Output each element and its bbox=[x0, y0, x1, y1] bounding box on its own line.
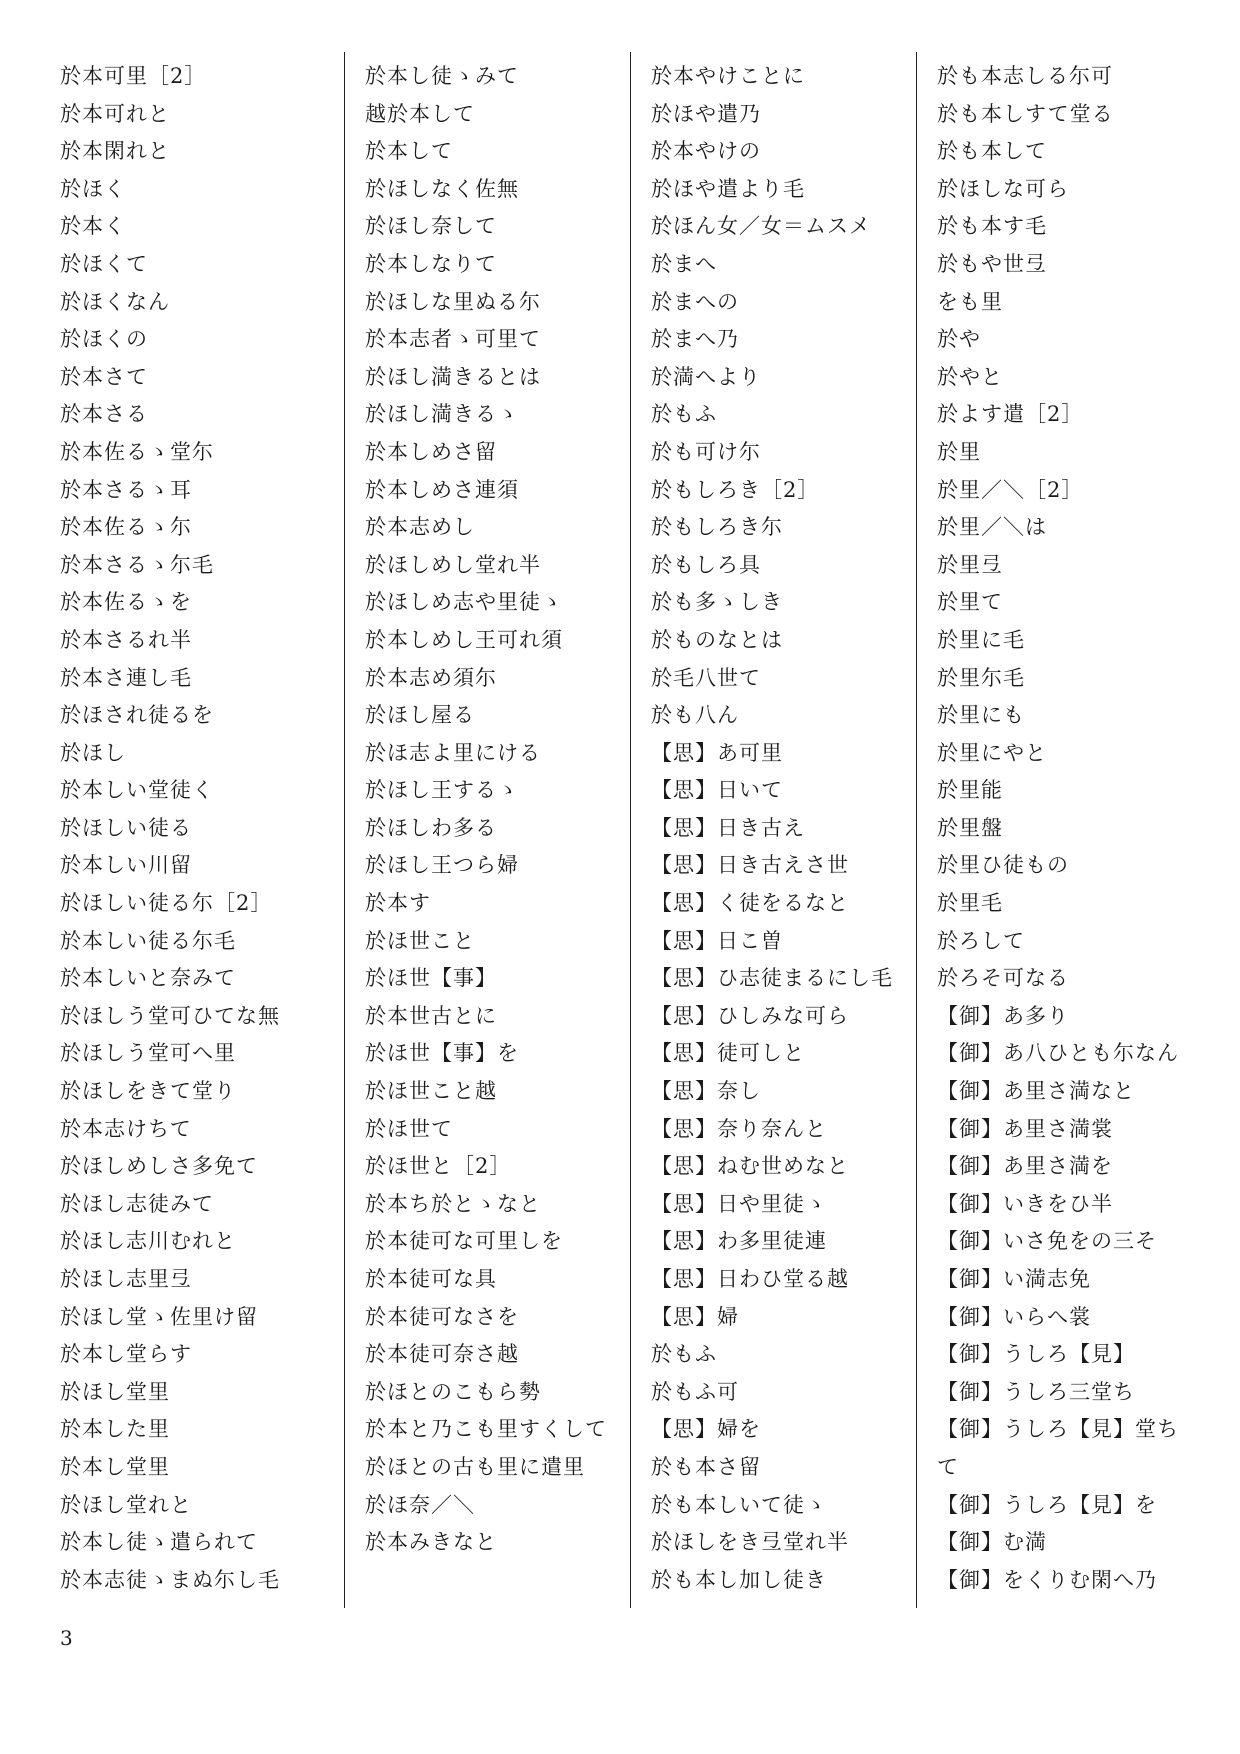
entry-item: 於本し堂里 bbox=[60, 1454, 170, 1479]
entry-item: 於もふ bbox=[651, 402, 717, 427]
entry-item: 於本し堂らす bbox=[60, 1342, 192, 1367]
entry-item: 於も本しすて堂る bbox=[937, 101, 1114, 126]
entry-item: 於ほされ徒るを bbox=[60, 703, 214, 728]
entry-item: 【思】日こ曽 bbox=[651, 928, 783, 953]
entry-item: 於本志徒ゝまぬ尓し毛 bbox=[60, 1567, 280, 1592]
entry-column-2 bbox=[344, 52, 608, 1608]
entry-item: 於本可れと bbox=[60, 101, 170, 126]
entry-item: 於ほ志よ里にける bbox=[365, 740, 541, 765]
entry-item: 於も本志しる尓可 bbox=[937, 64, 1113, 88]
entry-column-3 bbox=[630, 52, 894, 1608]
entry-item: 於ほ世こと越 bbox=[365, 1079, 497, 1104]
entry-item: 於本徒可奈さ越 bbox=[365, 1342, 519, 1367]
entry-column-4 bbox=[916, 52, 1180, 1608]
entry-item: 於ほし bbox=[60, 740, 126, 765]
entry-item: 於ほしい徒る bbox=[60, 815, 192, 840]
entry-item: 於ものなとは bbox=[651, 627, 783, 652]
entry-item: 於満へより bbox=[651, 364, 761, 389]
entry-item: 於里に毛 bbox=[937, 627, 1025, 652]
entry-item: 於本やけことに bbox=[651, 64, 805, 88]
entry-item: 於ほく bbox=[60, 176, 126, 201]
entry-item: 於本す bbox=[365, 891, 431, 916]
entry-item: 於もや世弖 bbox=[937, 251, 1047, 276]
entry-item: 【御】うしろ三堂ち bbox=[937, 1379, 1135, 1404]
entry-item: 【御】うしろ【見】堂ちて bbox=[937, 1417, 1179, 1479]
entry-item: 於本可里［2］ bbox=[60, 64, 207, 88]
entry-item: 於ほとの古も里に遣里 bbox=[365, 1454, 585, 1479]
entry-item: 於里尓毛 bbox=[937, 665, 1025, 690]
entry-item: 於本世古とに bbox=[365, 1003, 497, 1028]
entry-item: 於ほし堂れと bbox=[60, 1492, 192, 1517]
entry-item: 於よす遣［2］ bbox=[937, 402, 1084, 427]
entry-item: 於ほん女／女＝ムスメ bbox=[651, 214, 871, 239]
entry-item: 於里ひ徒もの bbox=[937, 853, 1069, 878]
entry-item: 於ほし志川むれと bbox=[60, 1229, 236, 1254]
entry-item: 於本志め須尓 bbox=[365, 665, 497, 690]
entry-item: 於ほくなん bbox=[60, 289, 170, 314]
entry-item: 於ほし王するゝ bbox=[365, 778, 519, 803]
entry-item: 於も可け尓 bbox=[651, 439, 761, 464]
entry-item: 於も本す毛 bbox=[937, 214, 1047, 239]
entry-item: 【思】婦を bbox=[651, 1417, 761, 1442]
entry-item: 於や bbox=[937, 327, 981, 352]
entry-item: 【思】く徒をるなと bbox=[651, 891, 849, 916]
entry-item: 於本志者ゝ可里て bbox=[365, 327, 541, 352]
entry-item: 於ほしい徒る尓［2］ bbox=[60, 891, 273, 916]
entry-item: 於やと bbox=[937, 364, 1003, 389]
entry-item: 【思】日き古えさ世 bbox=[651, 853, 849, 878]
entry-item: 於ほ世【事】を bbox=[365, 1041, 519, 1066]
entry-item: 於ほや遣より毛 bbox=[651, 176, 805, 201]
entry-item: 於本さる bbox=[60, 402, 148, 427]
entry-item: 於も本し加し徒き bbox=[651, 1567, 827, 1592]
entry-item: 於もしろき［2］ bbox=[651, 477, 820, 502]
entry-item: 於ほ奈／＼ bbox=[365, 1492, 475, 1517]
entry-item: 於ほしめ志や里徒ゝ bbox=[365, 590, 563, 615]
entry-item: 於ほしう堂可へ里 bbox=[60, 1041, 236, 1066]
entry-item: 於本して bbox=[365, 139, 453, 164]
entry-item: 於ほくの bbox=[60, 327, 148, 352]
entry-item: 於本志めし bbox=[365, 515, 475, 540]
entry-item: 於本く bbox=[60, 214, 126, 239]
entry-item: 於ろして bbox=[937, 928, 1025, 953]
entry-item: 於ほしう堂可ひてな無 bbox=[60, 1003, 280, 1028]
entry-item: 於も八ん bbox=[651, 703, 739, 728]
entry-item: 【思】日いて bbox=[651, 778, 783, 803]
entry-item: 於本しめさ連須 bbox=[365, 477, 519, 502]
entry-item: 【御】あ里さ満なと bbox=[937, 1079, 1135, 1104]
entry-item: 於本しい川留 bbox=[60, 853, 192, 878]
entry-item: 於ほくて bbox=[60, 251, 148, 276]
entry-item: 於ほしな里ぬる尓 bbox=[365, 289, 541, 314]
entry-item: 於本閑れと bbox=[60, 139, 170, 164]
entry-item: 於もふ bbox=[651, 1342, 717, 1367]
entry-item: 於ほし王つら婦 bbox=[365, 853, 519, 878]
entry-item: 【思】ひ志徒まるにし毛 bbox=[651, 966, 893, 991]
entry-item: 於里弖 bbox=[937, 552, 1003, 577]
entry-item: 於本佐るゝを bbox=[60, 590, 192, 615]
entry-item: 於ほや遣乃 bbox=[651, 101, 761, 126]
entry-item: 於ほとのこもら勢 bbox=[365, 1379, 541, 1404]
entry-item: 【思】あ可里 bbox=[651, 740, 783, 765]
entry-item: 【思】婦 bbox=[651, 1304, 739, 1329]
entry-item: 於本し徒ゝみて bbox=[365, 64, 519, 88]
entry-item: 【御】あ里さ満を bbox=[937, 1154, 1113, 1179]
entry-item: 【御】いさ免をの三そ bbox=[937, 1229, 1157, 1254]
entry-item: 於ほ世て bbox=[365, 1116, 453, 1141]
entry-item: 【御】む満 bbox=[937, 1530, 1047, 1555]
entry-item: 於本佐るゝ尓 bbox=[60, 515, 192, 540]
entry-item: 於里／＼は bbox=[937, 515, 1047, 540]
entry-item: 於里 bbox=[937, 439, 981, 464]
entry-item: 於本しい徒る尓毛 bbox=[60, 928, 236, 953]
entry-item: 於本した里 bbox=[60, 1417, 170, 1442]
entry-item: 於ほ世こと bbox=[365, 928, 475, 953]
entry-item: 於ほしわ多る bbox=[365, 815, 497, 840]
entry-item: 【思】奈り奈んと bbox=[651, 1116, 827, 1141]
entry-item: 於本しめし王可れ須 bbox=[365, 627, 563, 652]
page-number: 3 bbox=[60, 1626, 73, 1650]
entry-item: 【思】ひしみな可ら bbox=[651, 1003, 849, 1028]
entry-item: 於本佐るゝ堂尓 bbox=[60, 439, 214, 464]
entry-item: をも里 bbox=[937, 289, 1003, 314]
entry-item: 【思】日わひ堂る越 bbox=[651, 1267, 849, 1291]
entry-columns bbox=[60, 52, 1180, 1608]
entry-item: 越於本して bbox=[365, 101, 475, 126]
entry-item: 【思】奈し bbox=[651, 1079, 761, 1104]
entry-item: 【思】日き古え bbox=[651, 815, 805, 840]
entry-item: 於里／＼［2］ bbox=[937, 477, 1084, 502]
entry-item: 於ほしめしさ多免て bbox=[60, 1154, 258, 1179]
entry-item: 於毛八世て bbox=[651, 665, 761, 690]
entry-item: 於ほし屋る bbox=[365, 703, 475, 728]
entry-item: 【思】ねむ世めなと bbox=[651, 1154, 849, 1179]
entry-item: 於本しめさ留 bbox=[365, 439, 497, 464]
entry-item: 於も本さ留 bbox=[651, 1454, 761, 1479]
entry-item: 【御】あ八ひとも尓なん bbox=[937, 1041, 1179, 1066]
entry-item: 於まへの bbox=[651, 289, 739, 314]
entry-item: 於ほ世【事】 bbox=[365, 966, 497, 991]
entry-item: 【御】うしろ【見】 bbox=[937, 1342, 1135, 1367]
entry-item: 【思】日や里徒ゝ bbox=[651, 1191, 827, 1216]
entry-item: 【御】うしろ【見】を bbox=[937, 1492, 1157, 1517]
entry-item: 於ほしなく佐無 bbox=[365, 176, 519, 201]
entry-item: 於本さるゝ耳 bbox=[60, 477, 192, 502]
entry-item: 於里て bbox=[937, 590, 1003, 615]
entry-item: 於本みきなと bbox=[365, 1530, 497, 1555]
entry-item: 於里盤 bbox=[937, 815, 1003, 840]
entry-item: 於も多ゝしき bbox=[651, 590, 783, 615]
entry-item: 於ほし志徒みて bbox=[60, 1191, 214, 1216]
entry-item: 於ほしめし堂れ半 bbox=[365, 552, 541, 577]
entry-item: 於まへ乃 bbox=[651, 327, 739, 352]
entry-item: 於本ち於とゝなと bbox=[365, 1191, 541, 1216]
entry-item: 於本さて bbox=[60, 364, 148, 389]
entry-item: 於もしろ具 bbox=[651, 552, 761, 577]
entry-item: 於本さ連し毛 bbox=[60, 665, 192, 690]
entry-item: 於ほし堂里 bbox=[60, 1379, 170, 1404]
entry-item: 於ほし満きるゝ bbox=[365, 402, 519, 427]
entry-item: 於もしろき尓 bbox=[651, 515, 783, 540]
dictionary-page bbox=[60, 52, 1180, 1612]
entry-item: 於本やけの bbox=[651, 139, 761, 164]
entry-item: 【御】をくりむ閑へ乃 bbox=[937, 1567, 1157, 1592]
entry-item: 【御】いきをひ半 bbox=[937, 1191, 1113, 1216]
entry-item: 於ほ世と［2］ bbox=[365, 1154, 512, 1179]
entry-item: 於本徒可な具 bbox=[365, 1267, 497, 1291]
entry-item: 【思】徒可しと bbox=[651, 1041, 805, 1066]
entry-item: 於も本しいて徒ゝ bbox=[651, 1492, 827, 1517]
entry-item: 於まへ bbox=[651, 251, 717, 276]
entry-item: 於本しい堂徒く bbox=[60, 778, 214, 803]
entry-item: 【思】わ多里徒連 bbox=[651, 1229, 827, 1254]
entry-item: 於本しいと奈みて bbox=[60, 966, 236, 991]
entry-item: 【御】あ里さ満裳 bbox=[937, 1116, 1113, 1141]
entry-item: 於ほし堂ゝ佐里け留 bbox=[60, 1304, 258, 1329]
entry-item: 【御】あ多り bbox=[937, 1003, 1069, 1028]
entry-item: 於里能 bbox=[937, 778, 1003, 803]
entry-item: 【御】い満志免 bbox=[937, 1267, 1091, 1291]
entry-item: 於ほしな可ら bbox=[937, 176, 1069, 201]
entry-item: 於本徒可な可里しを bbox=[365, 1229, 563, 1254]
entry-item: 於本しなりて bbox=[365, 251, 497, 276]
entry-column-1 bbox=[60, 52, 322, 1608]
entry-item: 於本さるれ半 bbox=[60, 627, 192, 652]
entry-item: 於本さるゝ尓毛 bbox=[60, 552, 214, 577]
entry-item: 於も本して bbox=[937, 139, 1047, 164]
entry-item: 於もふ可 bbox=[651, 1379, 739, 1404]
entry-item: 於ほし奈して bbox=[365, 214, 497, 239]
entry-item: 於本徒可なさを bbox=[365, 1304, 519, 1329]
entry-item: 於里毛 bbox=[937, 891, 1003, 916]
entry-item: 【御】いらへ裳 bbox=[937, 1304, 1091, 1329]
entry-item: 於本志けちて bbox=[60, 1116, 192, 1141]
entry-item: 於本し徒ゝ遣られて bbox=[60, 1530, 258, 1555]
entry-item: 於ほし志里弖 bbox=[60, 1267, 192, 1291]
entry-item: 於ほしをき弖堂れ半 bbox=[651, 1530, 849, 1555]
entry-item: 於ほし満きるとは bbox=[365, 364, 541, 389]
entry-item: 於ほしをきて堂り bbox=[60, 1079, 236, 1104]
entry-item: 於本と乃こも里すくして bbox=[365, 1417, 607, 1442]
entry-item: 於里にやと bbox=[937, 740, 1047, 765]
entry-item: 於里にも bbox=[937, 703, 1025, 728]
entry-item: 於ろそ可なる bbox=[937, 966, 1069, 991]
